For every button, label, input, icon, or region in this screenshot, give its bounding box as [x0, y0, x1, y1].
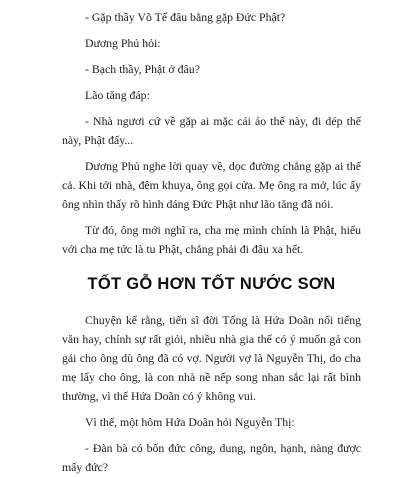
narration-line: Lão tăng đáp:	[85, 88, 150, 102]
dialogue-line: - Đàn bà có bốn đức công, dung, ngôn, hạnh, nàng được mấy đức?	[62, 441, 361, 474]
narration-line: Vì thế, một hôm Hứa Doãn hỏi Nguyễn Thị:	[85, 415, 295, 429]
narration-paragraph: Dương Phủ nghe lời quay về, dọc đường chẳng gặp ai thế cả. Khi tới nhà, đêm khuya, ông gọi cửa. Mẹ ông ra mở, lúc ấy ông nhìn thấy rõ hình dáng Đức Phật như lão tăng đã nói.	[62, 159, 361, 211]
narration-paragraph: Chuyện kể rằng, tiến sĩ đời Tống là Hứa Doãn nổi tiếng văn hay, chính sự rất giỏi, nhiều nhà gia thế có ý muốn gả con gái cho ông dù ông đã có vợ. Người vợ là Nguyễn Thị, do cha mẹ lấy cho ông, là con nhà nề nếp song nhan sắc lại rất bình thường, vì thế Hứa Doãn có ý không vui.	[62, 313, 361, 403]
narration-line: Dương Phủ hỏi:	[85, 36, 161, 50]
dialogue-line: - Gặp thầy Võ Tế đâu bằng gặp Đức Phật?	[85, 10, 286, 24]
dialogue-line: - Bạch thầy, Phật ở đâu?	[85, 62, 200, 76]
story-title: TỐT GỖ HƠN TỐT NƯỚC SƠN	[87, 275, 336, 293]
dialogue-line: - Nhà ngươi cứ về gặp ai mặc cái áo thế này, đi dép thế này, Phật đấy...	[62, 114, 361, 147]
narration-paragraph: Từ đó, ông mới nghĩ ra, cha mẹ mình chính là Phật, hiếu với cha mẹ tức là tu Phật, chẳng phải đi đâu xa hết.	[62, 223, 361, 256]
